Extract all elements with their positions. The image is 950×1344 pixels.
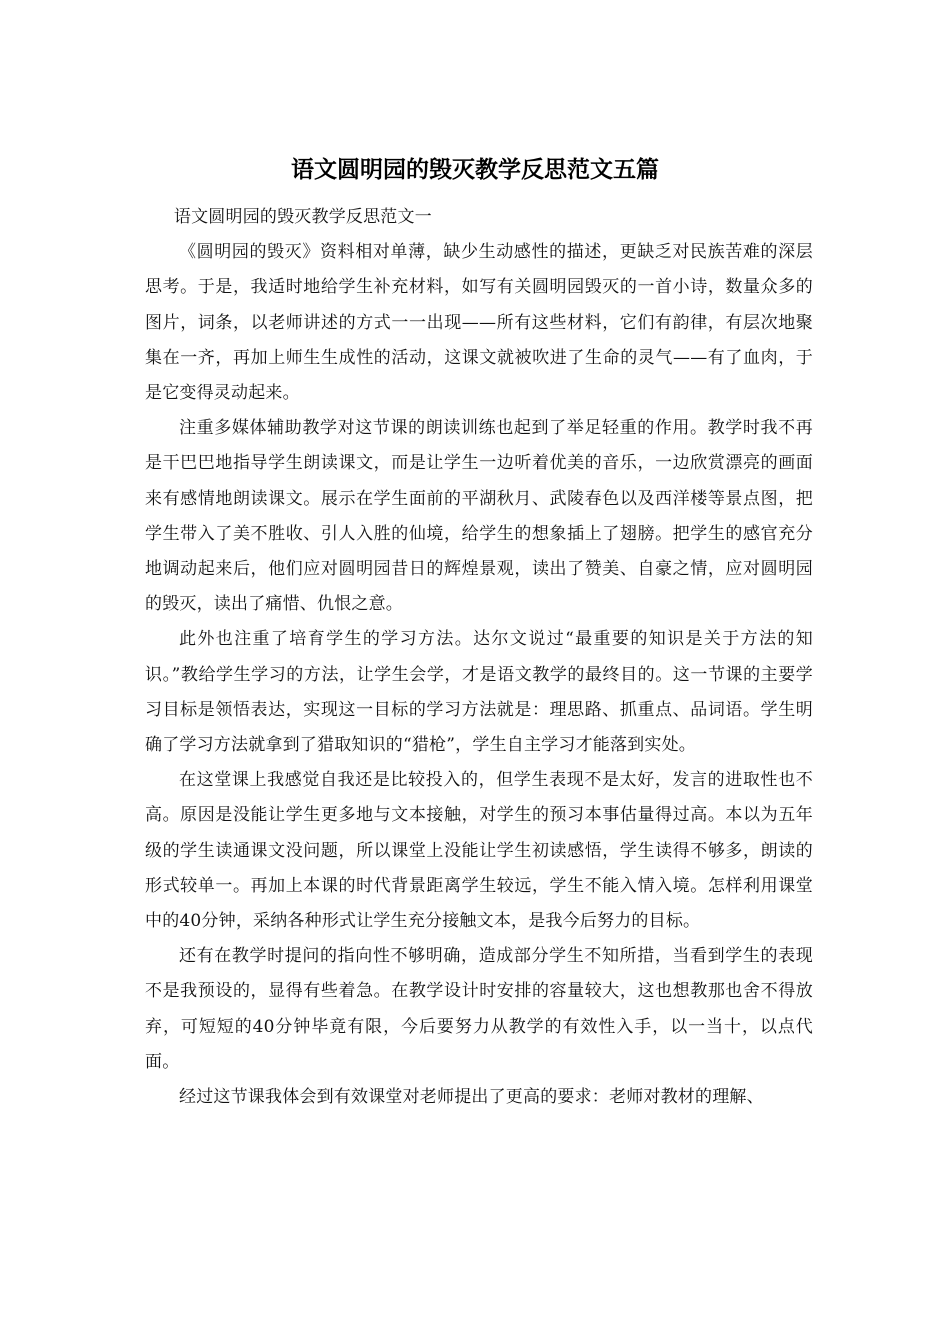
section-subtitle: 语文圆明园的毁灭教学反思范文一 xyxy=(173,207,432,227)
paragraph: 还有在教学时提问的指向性不够明确，造成部分学生不知所措，当看到学生的表现不是我预设的，显得有些着急。在教学设计时安排的容量较大，这也想教那也舍不得放弃，可短短的40分钟毕竟有限，今后要努力从教学的有效性入手，以一当十，以点代面。 xyxy=(145,946,813,1072)
paragraph: 此外也注重了培育学生的学习方法。达尔文说过“最重要的知识是关于方法的知识。”教给学生学习的方法，让学生会学，才是语文教学的最终目的。这一节课的主要学习目标是领悟表达，实现这一目标的学习方法就是：理思路、抓重点、品词语。学生明确了学习方法就拿到了猎取知识的“猎枪”，学生自主学习才能落到实处。 xyxy=(145,629,813,756)
paragraph: 《圆明园的毁灭》资料相对单薄，缺少生动感性的描述，更缺乏对民族苦难的深层思考。于是，我适时地给学生补充材料，如写有关圆明园毁灭的一首小诗，数量众多的图片，词条，以老师讲述的方式一一出现——所有这些材料，它们有韵律，有层次地聚集在一齐，再加上师生生成性的活动，这课文就被吹进了生命的灵气——有了血肉，于是它变得灵动起来。 xyxy=(145,242,813,404)
paragraph: 在这堂课上我感觉自我还是比较投入的，但学生表现不是太好，发言的进取性也不高。原因是没能让学生更多地与文本接触，对学生的预习本事估量得过高。本以为五年级的学生读通课文没问题，所以课堂上没能让学生初读感悟，学生读得不够多，朗读的形式较单一。再加上本课的时代背景距离学生较远，学生不能入情入境。怎样利用课堂中的40分钟，采纳各种形式让学生充分接触文本，是我今后努力的目标。 xyxy=(145,770,813,932)
document-title: 语文圆明园的毁灭教学反思范文五篇 xyxy=(291,156,659,183)
document-body xyxy=(145,200,813,1115)
paragraph: 经过这节课我体会到有效课堂对老师提出了更高的要求：老师对教材的理解、 xyxy=(179,1087,764,1108)
paragraph: 注重多媒体辅助教学对这节课的朗读训练也起到了举足轻重的作用。教学时我不再是干巴巴地指导学生朗读课文，而是让学生一边听着优美的音乐，一边欣赏漂亮的画面来有感情地朗读课文。展示在学生面前的平湖秋月、武陵春色以及西洋楼等景点图，把学生带入了美不胜收、引人入胜的仙境，给学生的想象插上了翅膀。把学生的感官充分地调动起来后，他们应对圆明园昔日的辉煌景观，读出了赞美、自豪之情，应对圆明园的毁灭，读出了痛惜、仇恨之意。 xyxy=(145,418,813,615)
